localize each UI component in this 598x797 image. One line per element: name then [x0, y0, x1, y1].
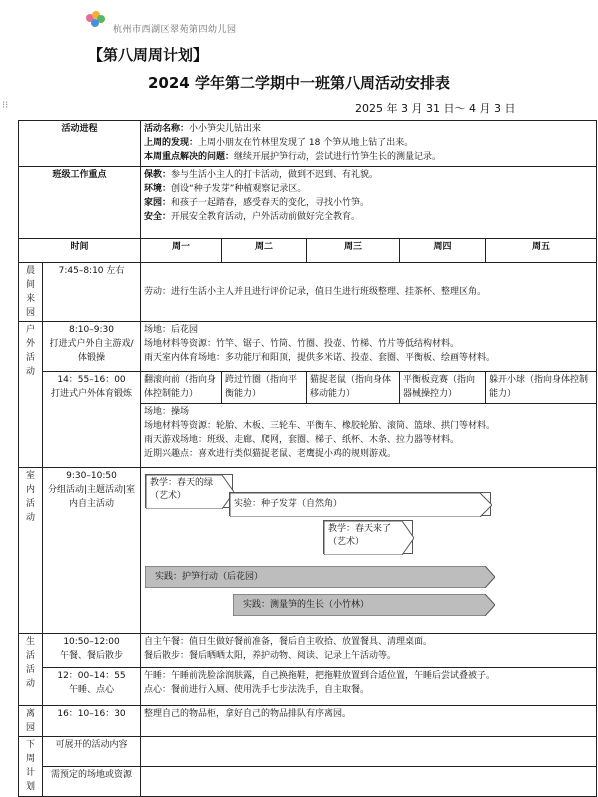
week-tag: 【第八周周计划】 [88, 46, 209, 64]
day-header-tue: 周二 [222, 239, 307, 263]
outdoor-slot1-content[interactable]: 场地：后花园 场地材料等资源：竹竿、锯子、竹筒、竹圈、投壶、竹梯、竹片等低结构材料。 雨天室内体育场地：多功能厅和阳顶，提供多米诺、投壶、套圈、平衡板、绘画等材料。 [141, 322, 597, 372]
focus-cell[interactable]: 保教：参与生活小主人的打卡活动，做到不迟到、有礼貌。 环境：创设“种子发芽”种植观察记录区。 家园：和孩子一起踏春，感受春天的变化，寻找小竹笋。 安全：开展安全教育活动，户外活动前做好完全教育。 [141, 167, 597, 239]
day-header-mon: 周一 [141, 239, 222, 263]
game-thu[interactable]: 平衡板竞赛（指向器械操控力） [400, 372, 486, 404]
chevron-protect-bamboo[interactable]: 实践：护笋行动（后花园） [145, 566, 495, 588]
time-header: 时间 [19, 239, 141, 263]
life-label: 生活活动 [19, 634, 43, 706]
outdoor-slot1: 8:10–9:30 打进式户外自主游戏/体锻操 [43, 322, 141, 372]
school-logo-icon [84, 10, 106, 30]
next-row1-label: 可展开的活动内容 [43, 737, 141, 767]
leave-content[interactable]: 整理自己的物品柜，拿好自己的物品排队有序离园。 [141, 706, 597, 737]
indoor-content [141, 468, 597, 634]
arrival-label: 晨间来园 [19, 263, 43, 322]
life-slot2: 12：00–14：55 午睡、点心 [43, 668, 141, 706]
outdoor-slot2-content[interactable]: 场地：操场 场地材料等资源：轮胎、木板、三轮车、平衡车、橡胶轮胎、滚筒、篮球、拱门等材料。 雨天游戏场地：班级、走廊、爬网，套圈、梯子、纸杯、木条、拉力器等材料。 近期兴趣点：喜欢进行类似猫捉老鼠、老鹰捉小鸡的规则游戏。 [141, 404, 597, 468]
leave-time: 16：10–16：30 [43, 706, 141, 737]
next-row2-label: 需预定的场地或资源 [43, 767, 141, 797]
progress-label: 活动进程 [19, 121, 141, 167]
day-header-fri: 周五 [486, 239, 597, 263]
game-wed[interactable]: 猫捉老鼠（指向身体移动能力） [307, 372, 400, 404]
page-title: 2024 学年第二学期中一班第八周活动安排表 [148, 74, 450, 92]
game-mon[interactable]: 翻滚向前（指向身体控制能力） [141, 372, 222, 404]
chevron-seed-sprout[interactable]: 实验：种子发芽（自然角） [229, 492, 491, 516]
progress-cell[interactable]: 活动名称：小小笋尖儿钻出来 上周的发现：上周小朋友在竹林里发现了 18 个笋从地上钻了出来。 本周重点解决的问题：继续开展护笋行动，尝试进行竹笋生长的测量记录。 [141, 121, 597, 167]
game-tue[interactable]: 跨过竹圈（指向平衡能力） [222, 372, 307, 404]
game-fri[interactable]: 躲开小球（指向身体控制能力） [486, 372, 597, 404]
leave-label: 离园 [19, 706, 43, 737]
life-slot2-content[interactable]: 午睡：午睡前洗脸涂润肤露，自己换拖鞋，把拖鞋放置到合适位置，午睡后尝试叠被子。 点心：餐前进行入厕、使用洗手七步法洗手，自主取餐。 [141, 668, 597, 706]
chevron-measure-bamboo[interactable]: 实践：测量笋的生长（小竹林） [233, 594, 495, 616]
outdoor-label: 户外活动 [19, 322, 43, 468]
indoor-slot: 9:30–10:50 分组活动|主题活动|室内自主活动 [43, 468, 141, 634]
arrival-content[interactable]: 劳动：进行生活小主人并且进行评价记录，值日生进行班级整理、挂茶杯、整理区角。 [141, 263, 597, 322]
focus-label: 班级工作重点 [19, 167, 141, 239]
life-slot1: 10:50–12:00 午餐、餐后散步 [43, 634, 141, 668]
chevron-spring-green[interactable]: 教学：春天的绿（艺术） [145, 474, 233, 508]
outdoor-slot2: 14：55–16：00 打进式户外体育锻炼 [43, 372, 141, 468]
chevron-spring-arrives[interactable]: 教学：春天来了（艺术） [323, 520, 413, 554]
date-range: 2025 年 3 月 31 日～ 4 月 3 日 [355, 102, 516, 115]
arrival-time: 7:45–8:10 左右 [43, 263, 141, 322]
drag-handle-icon[interactable]: ⁝⁝ [2, 100, 9, 111]
indoor-label: 室内活动 [19, 468, 43, 634]
weekly-plan-table [18, 120, 597, 797]
life-slot1-content[interactable]: 自主午餐：值日生做好餐前准备，餐后自主收拾、放置餐具、清理桌面。 餐后散步：餐后晒晒太阳，养护动物、阅读、记录上午活动等。 [141, 634, 597, 668]
day-header-wed: 周三 [307, 239, 400, 263]
day-header-thu: 周四 [400, 239, 486, 263]
next-row2-content[interactable] [141, 767, 597, 797]
next-label: 下周计划 [19, 737, 43, 797]
school-name: 杭州市西湖区翠苑第四幼儿园 [113, 25, 237, 35]
next-row1-content[interactable] [141, 737, 597, 767]
